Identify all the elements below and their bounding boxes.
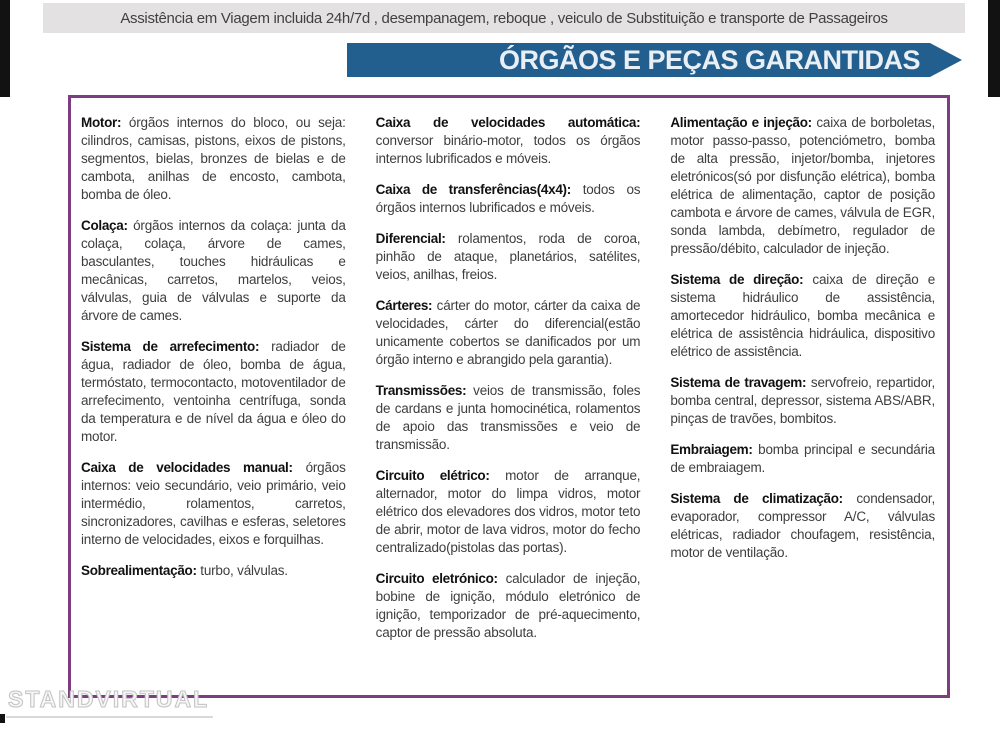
section-title: Sistema de travagem:: [670, 375, 807, 390]
section-body: caixa de borboletas, motor passo-passo, potenciómetro, bomba de alta pressão, injetor/bomba, injetores eletrónicos(só por disfunção elétrica), bomba elétrica de alimentação, captor de posição cambota e árvore de cames, válvula de EGR, sonda lambda, debímetro, regulador de pressão/débito, calculador de injeção.: [670, 115, 936, 256]
section-climatizacao: [670, 490, 935, 562]
section-body: conversor binário-motor, todos os órgãos internos lubrificados e móveis.: [375, 133, 641, 166]
section-motor: [81, 114, 346, 204]
section-arrefecimento: [81, 338, 346, 446]
section-title: Caixa de velocidades automática:: [375, 115, 641, 130]
section-caixa-automatica: [376, 114, 641, 168]
section-title: Sistema de climatização:: [670, 491, 843, 506]
section-title: Caixa de velocidades manual:: [81, 460, 293, 475]
title-banner: [347, 43, 930, 77]
section-colaca: [81, 217, 346, 325]
section-body: calculador de injeção, bobine de ignição, módulo eletrónico de ignição, temporizador de pré-aquecimento, captor de pressão absoluta.: [375, 571, 641, 640]
section-body: órgãos internos do bloco, ou seja: cilindros, camisas, pistons, eixos de pistons, segmentos, bielas, bronzes de bielas e de cambota, anilhas de encosto, cambota, bomba de óleo.: [81, 115, 346, 202]
section-body: veios de transmissão, foles de cardans e junta homocinética, rolamentos de apoio das transmissões e veio de transmissão.: [375, 383, 641, 452]
section-body: órgãos internos da colaça: junta da colaça, colaça, árvore de cames, basculantes, touches hidráulicas e mecânicas, carretos, martelos, veios, válvulas, guia de válvulas e suporte da árvore de cames.: [81, 218, 346, 323]
section-body: rolamentos, roda de coroa, pinhão de ataque, planetários, satélites, veios, anilhas, freios.: [375, 231, 641, 282]
section-direcao: [670, 271, 935, 361]
page-title: ÓRGÃOS E PEÇAS GARANTIDAS: [498, 44, 920, 75]
section-body: caixa de direção e sistema hidráulico de assistência, amortecedor hidráulico, bomba mecânica e elétrica de assistência hidráulica, dispositivo elétrico de assistência.: [670, 272, 936, 359]
section-body: radiador de água, radiador de óleo, bomba de água, termóstato, termocontacto, motoventilador de arrefecimento, ventoinha centrífuga, sonda da temperatura e de nível da água e óleo do motor.: [81, 339, 346, 444]
scan-edge-left: [0, 0, 10, 97]
section-alimentacao-injecao: [670, 114, 935, 258]
section-carteres: [376, 297, 641, 369]
section-body: servofreio, repartidor, bomba central, depressor, sistema ABS/ABR, pinças de travões, bombitos.: [670, 375, 936, 426]
scan-edge-right: [988, 0, 1000, 97]
section-circuito-eletronico: [376, 570, 641, 642]
section-circuito-eletrico: [376, 467, 641, 557]
section-title: Colaça:: [81, 218, 128, 233]
column-motor: [81, 114, 346, 687]
section-title: Motor:: [81, 115, 122, 130]
section-title: Circuito eletrónico:: [375, 571, 498, 586]
section-embraiagem: [670, 441, 935, 477]
assistance-note-text: Assistência em Viagem incluida 24h/7d , desempanagem, reboque , veiculo de Substituição e transporte de Passageiros: [120, 9, 888, 27]
section-body: condensador, evaporador, compressor A/C, válvulas elétricas, radiador choufagem, resistência, motor de ventilação.: [670, 491, 936, 560]
section-title: Sistema de direção:: [670, 272, 804, 287]
section-title: Caixa de transferências(4x4):: [375, 182, 571, 197]
banner-arrow-icon: [930, 43, 962, 77]
section-body: turbo, válvulas.: [200, 563, 288, 578]
section-caixa-manual: [81, 459, 346, 549]
section-title: Embraiagem:: [670, 442, 753, 457]
section-title: Cárteres:: [375, 298, 433, 313]
section-title: Sistema de arrefecimento:: [81, 339, 260, 354]
section-diferencial: [376, 230, 641, 284]
assistance-note-bar: [43, 3, 965, 33]
section-title: Diferencial:: [375, 231, 446, 246]
section-title: Circuito elétrico:: [375, 468, 490, 483]
warranty-parts-box: [68, 95, 950, 698]
section-transmissoes: [376, 382, 641, 454]
section-body: bomba principal e secundária de embraiagem.: [670, 442, 935, 475]
section-caixa-transferencias: [376, 181, 641, 217]
column-sistemas: [670, 114, 935, 687]
section-body: todos os órgãos internos lubrificados e móveis.: [375, 182, 641, 215]
section-body: cárter do motor, cárter da caixa de velocidades, cárter do diferencial(estão unicamente cobertos se danificados por um órgão interno e abrangido pela garantia).: [375, 298, 641, 367]
section-body: motor de arranque, alternador, motor do limpa vidros, motor elétrico dos elevadores dos vidros, motor teto de abrir, motor de lava vidros, motor do fecho centralizado(pistolas das portas).: [375, 468, 641, 555]
section-travagem: [670, 374, 935, 428]
scan-edge-bottom-left: [0, 714, 5, 723]
section-title: Alimentação e injeção:: [670, 115, 812, 130]
section-title: Transmissões:: [375, 383, 467, 398]
section-sobrealimentacao: [81, 562, 346, 580]
standvirtual-logo: STANDVIRTUAL: [6, 686, 213, 718]
section-title: Sobrealimentação:: [81, 563, 197, 578]
section-body: órgãos internos: veio secundário, veio primário, veio intermédio, rolamentos, carretos, sincronizadores, cavilhas e esferas, seletores interno de velocidades, eixos e forquilhas.: [81, 460, 346, 547]
column-transmissao: [376, 114, 641, 687]
